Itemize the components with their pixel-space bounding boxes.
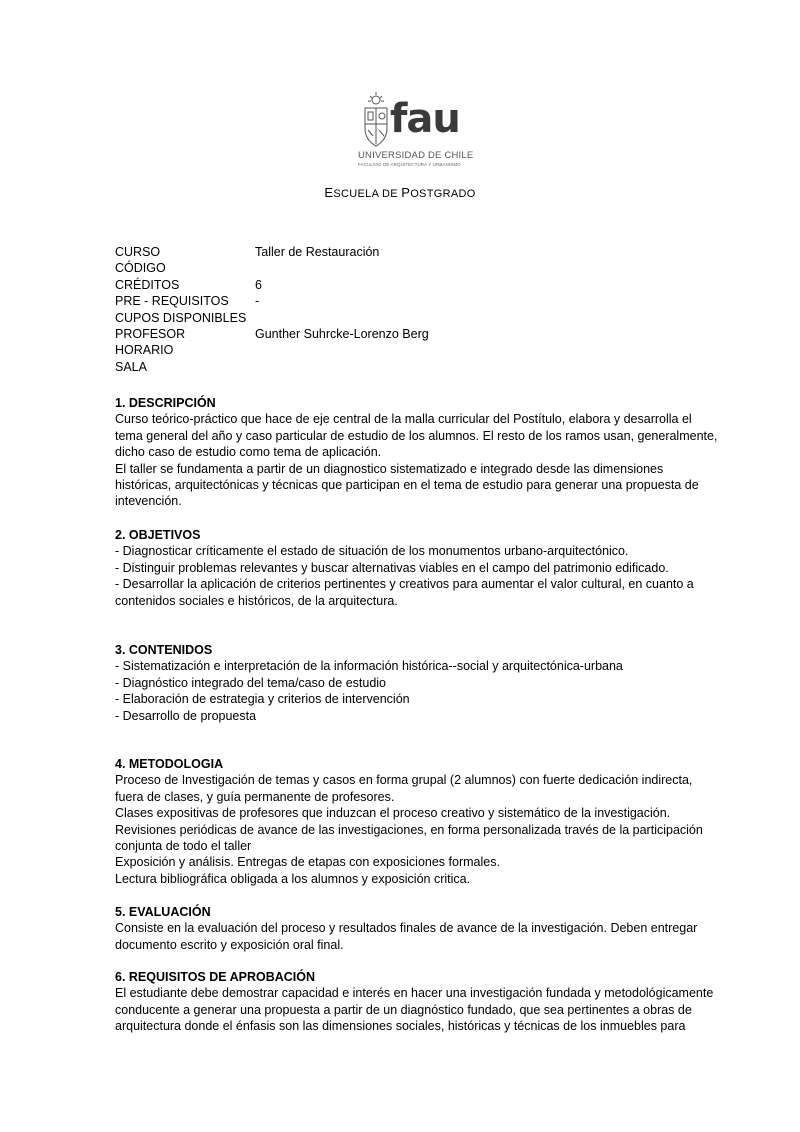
info-value: Taller de Restauración (255, 245, 380, 259)
fau-logo-text: fau (390, 96, 460, 142)
info-label: PROFESOR (115, 326, 186, 341)
paragraph-line: documento escrito y exposición oral final. (115, 937, 344, 952)
section-heading: 3. CONTENIDOS (115, 643, 213, 657)
paragraph-line: contenidos sociales e históricos, de la arquitectura. (115, 593, 398, 608)
paragraph-line: El estudiante debe demostrar capacidad e interés en hacer una investigación fundada y metodológicamente (115, 986, 714, 1001)
school-title: ESCUELA DE POSTGRADO (324, 185, 476, 200)
crest-icon (362, 92, 390, 148)
info-label: SALA (115, 359, 147, 374)
info-label: PRE - REQUISITOS (115, 294, 229, 309)
info-value: Gunther Suhrcke-Lorenzo Berg (255, 326, 429, 341)
section-heading: 6. REQUISITOS DE APROBACIÓN (115, 970, 316, 984)
paragraph-line: tema general del año y caso particular de estudio de los alumnos. El resto de los ramos usan, generalmente, (115, 428, 718, 443)
info-label: HORARIO (115, 343, 174, 358)
paragraph-line: - Elaboración de estrategia y criterios de intervención (115, 692, 410, 707)
info-value: 6 (255, 277, 262, 292)
paragraph-line: históricas, arquitectónicas y técnicas que participan en el tema de estudio para generar una propuesta de (115, 478, 699, 493)
section-requisitos (115, 969, 715, 1035)
paragraph-line: dicho caso de estudio como tema de aplicación. (115, 445, 382, 460)
paragraph-line: Clases expositivas de profesores que induzcan el proceso creativo y sistemático de la investigación. (115, 806, 671, 821)
section-contenidos (115, 642, 715, 724)
paragraph-line: Proceso de Investigación de temas y casos en forma grupal (2 alumnos) con fuerte dedicación indirecta, (115, 773, 693, 788)
paragraph-line: El taller se fundamenta a partir de un diagnostico sistematizado e integrado desde las dimensiones (115, 461, 664, 476)
faculty-name: FACULTAD DE ARQUITECTURA Y URBANISMO (358, 162, 461, 167)
paragraph-line: Exposición y análisis. Entregas de etapas con exposiciones formales. (115, 855, 500, 870)
paragraph-line: - Desarrollo de propuesta (115, 708, 257, 723)
section-heading: 5. EVALUACIÓN (115, 905, 211, 919)
section-evaluacion (115, 904, 715, 953)
paragraph-line: fuera de clases, y guía permanente de profesores. (115, 789, 395, 804)
info-label: CÓDIGO (115, 261, 166, 276)
paragraph-line: Curso teórico-práctico que hace de eje central de la malla curricular del Postítulo, elabora y desarrolla el (115, 412, 692, 427)
paragraph-line: Lectura bibliográfica obligada a los alumnos y exposición critica. (115, 871, 471, 886)
info-label: CRÉDITOS (115, 277, 180, 292)
paragraph-line: Revisiones periódicas de avance de las investigaciones, en forma personalizada través de la participación (115, 822, 703, 837)
info-label: CURSO (115, 245, 161, 259)
section-descripcion (115, 395, 718, 510)
section-heading: 1. DESCRIPCIÓN (115, 396, 216, 410)
info-value: - (255, 294, 260, 309)
paragraph-line: conjunta de todo el taller (115, 839, 252, 854)
paragraph-line: - Sistematización e interpretación de la información histórica--social y arquitectónica-urbana (115, 659, 623, 674)
paragraph-line: - Desarrollar la aplicación de criterios pertinentes y creativos para aumentar el valor cultural, en cuanto a (115, 577, 694, 592)
paragraph-line: intevención. (115, 494, 182, 509)
section-heading: 2. OBJETIVOS (115, 528, 201, 542)
paragraph-line: conducente a generar una propuesta a partir de un diagnóstico fundado, que sea pertinentes a obras de (115, 1002, 692, 1017)
university-name: UNIVERSIDAD DE CHILE (358, 150, 474, 161)
section-metodologia (115, 756, 715, 887)
paragraph-line: - Diagnóstico integrado del tema/caso de estudio (115, 675, 386, 690)
section-heading: 4. METODOLOGIA (115, 757, 224, 771)
section-objetivos (115, 527, 715, 609)
paragraph-line: - Diagnosticar críticamente el estado de situación de los monumentos urbano-arquitectónico. (115, 544, 629, 559)
paragraph-line: arquitectura donde el énfasis son las dimensiones sociales, históricas y técnicas de los inmuebles para (115, 1019, 686, 1034)
university-logo (358, 92, 474, 172)
paragraph-line: - Distinguir problemas relevantes y buscar alternativas viables en el campo del patrimonio edificado. (115, 560, 669, 575)
info-label: CUPOS DISPONIBLES (115, 310, 247, 325)
paragraph-line: Consiste en la evaluación del proceso y resultados finales de avance de la investigación. Deben entregar (115, 921, 698, 936)
